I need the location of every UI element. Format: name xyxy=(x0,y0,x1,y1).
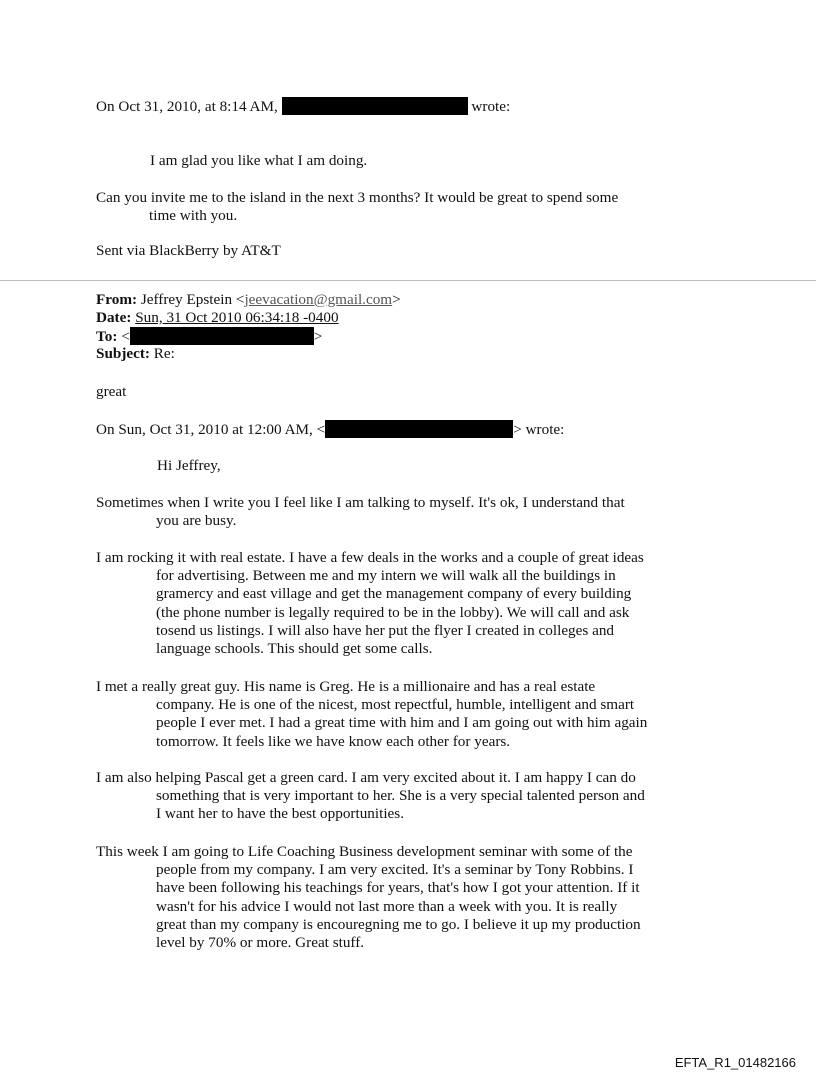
paragraph-line: time with you. xyxy=(149,207,238,225)
paragraph-line: tomorrow. It feels like we have know each other for years. xyxy=(156,732,511,750)
paragraph-line: you are busy. xyxy=(156,512,237,530)
subject-value: Re: xyxy=(153,345,175,362)
subject-label: Subject: xyxy=(96,345,150,362)
quoted-header-line xyxy=(96,97,510,116)
paragraph-line: I am rocking it with real estate. I have a few deals in the works and a couple of great ideas xyxy=(96,549,644,566)
to-close: > xyxy=(313,328,323,345)
paragraph-line: wasn't for his advice I would not last more than a week with you. It is really xyxy=(156,897,618,915)
body-paragraph xyxy=(96,769,686,824)
date-value: Sun, 31 Oct 2010 06:34:18 -0400 xyxy=(135,309,339,326)
subject-header xyxy=(96,345,175,363)
body-paragraph xyxy=(96,549,686,658)
paragraph-line: This week I am going to Life Coaching Business development seminar with some of the xyxy=(96,843,633,860)
paragraph-line: language schools. This should get some calls. xyxy=(156,640,433,658)
redaction-block xyxy=(282,97,468,115)
paragraph-line: Can you invite me to the island in the next 3 months? It would be great to spend some xyxy=(96,189,619,206)
paragraph-line: people from my company. I am very excited. It's a seminar by Tony Robbins. I xyxy=(156,861,634,879)
paragraph-line: for advertising. Between me and my intern we will walk all the buildings in xyxy=(156,567,616,585)
redaction-block xyxy=(130,327,314,345)
paragraph-line: I want her to have the best opportunities. xyxy=(156,805,404,823)
document-id: EFTA_R1_01482166 xyxy=(674,1055,796,1070)
paragraph-line: company. He is one of the nicest, most repectful, humble, intelligent and smart xyxy=(156,696,635,714)
quoted-body-paragraph xyxy=(96,189,686,225)
body-paragraph xyxy=(96,843,686,952)
inner-quote-header xyxy=(96,420,564,439)
from-label: From: xyxy=(96,291,138,308)
date-label: Date: xyxy=(96,309,132,326)
to-header xyxy=(96,327,322,346)
inner-quote-prefix: On Sun, Oct 31, 2010 at 12:00 AM, < xyxy=(96,421,326,438)
to-label: To: xyxy=(96,328,118,345)
paragraph-line: people I ever met. I had a great time with him and I am going out with him again xyxy=(156,714,648,732)
quoted-body-line: I am glad you like what I am doing. xyxy=(150,152,368,169)
paragraph-line: I met a really great guy. His name is Greg. He is a millionaire and has a real estate xyxy=(96,678,596,695)
body-paragraph xyxy=(96,494,686,530)
signature: Sent via BlackBerry by AT&T xyxy=(96,242,281,259)
paragraph-line: level by 70% or more. Great stuff. xyxy=(156,934,365,952)
greeting: Hi Jeffrey, xyxy=(157,457,221,474)
body-paragraph xyxy=(96,678,686,751)
from-header xyxy=(96,291,401,309)
quoted-header-prefix: On Oct 31, 2010, at 8:14 AM, xyxy=(96,98,278,115)
paragraph-line: tosend us listings. I will also have her put the flyer I created in colleges and xyxy=(156,621,615,639)
paragraph-line: great than my company is encouregning me to go. I believe it up my production xyxy=(156,915,641,933)
paragraph-line: have been following his teachings for years, that's how I got your attention. If it xyxy=(156,879,640,897)
paragraph-line: Sometimes when I write you I feel like I am talking to myself. It's ok, I understand that xyxy=(96,494,625,511)
to-open: < xyxy=(121,328,130,345)
paragraph-line: I am also helping Pascal get a green card. I am very excited about it. I am happy I can do xyxy=(96,769,636,786)
from-close: > xyxy=(392,291,401,308)
redaction-block xyxy=(325,420,513,438)
paragraph-line: something that is very important to her. She is a very special talented person and xyxy=(156,787,645,805)
message-divider xyxy=(0,280,816,281)
paragraph-line: (the phone number is legally required to be in the lobby). We will call and ask xyxy=(156,603,630,621)
from-name: Jeffrey Epstein < xyxy=(140,291,245,308)
inner-quote-suffix: > wrote: xyxy=(513,421,565,438)
reply-text: great xyxy=(96,383,127,400)
date-header xyxy=(96,309,339,327)
from-email-link[interactable]: jeevacation@gmail.com xyxy=(244,291,393,308)
quoted-header-suffix: wrote: xyxy=(471,98,511,115)
paragraph-line: gramercy and east village and get the management company of every building xyxy=(156,585,632,603)
